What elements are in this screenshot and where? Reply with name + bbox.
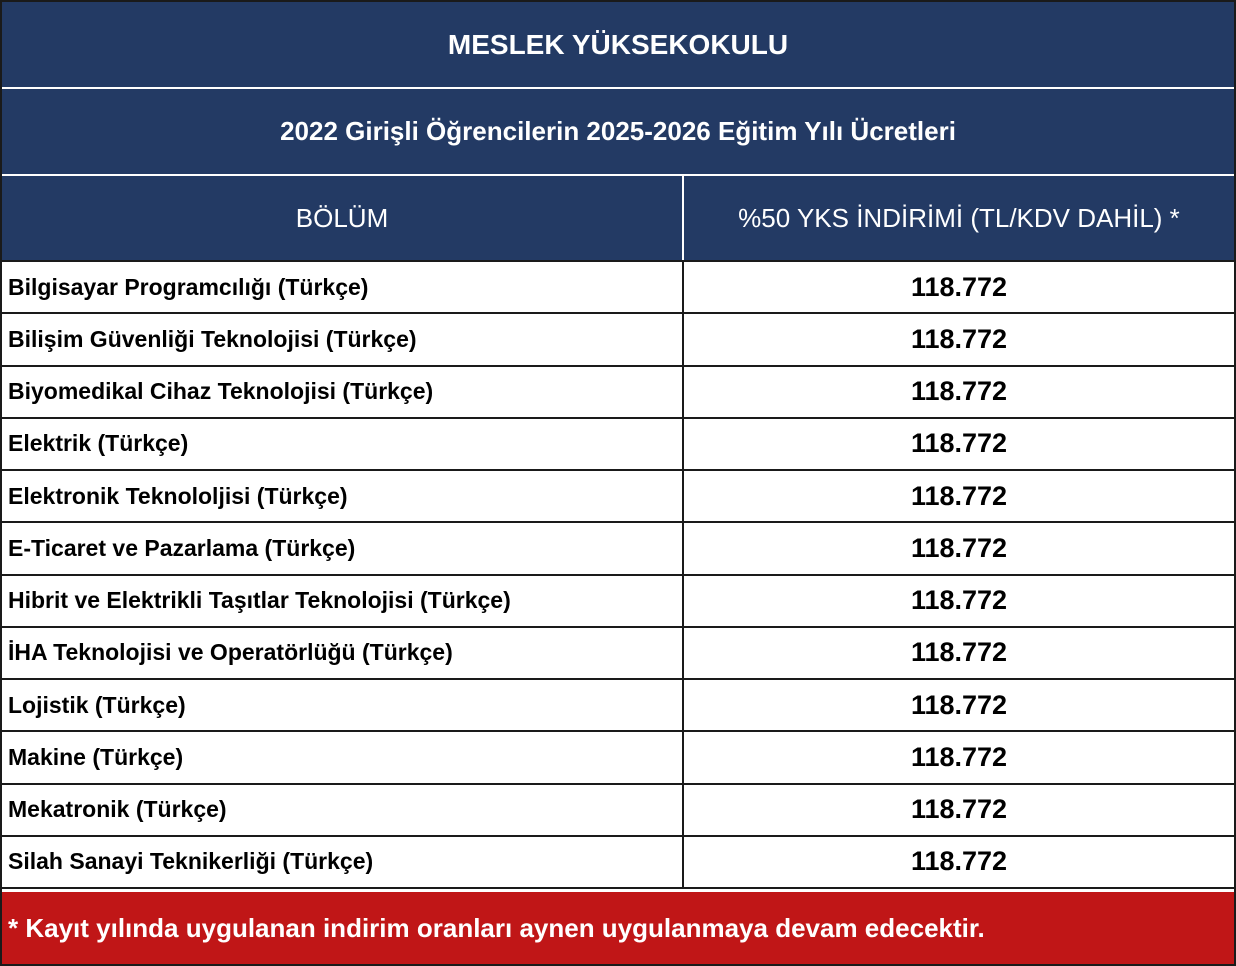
table-row <box>2 367 1234 419</box>
table-row <box>2 732 1234 784</box>
fee-value: 118.772 <box>910 271 1008 302</box>
department-name: Lojistik (Türkçe) <box>2 680 684 730</box>
fee-value: 118.772 <box>910 532 1008 563</box>
fee-value: 118.772 <box>910 480 1008 511</box>
department-name: İHA Teknolojisi ve Operatörlüğü (Türkçe) <box>2 628 684 678</box>
table-row <box>2 314 1234 366</box>
fee-value: 118.772 <box>910 637 1008 668</box>
table-row <box>2 837 1234 889</box>
fee-value: 118.772 <box>910 689 1008 720</box>
column-header-department: BÖLÜM <box>2 176 684 260</box>
fee-value: 118.772 <box>910 585 1008 616</box>
table-header-row <box>2 176 1234 262</box>
department-name: Bilişim Güvenliği Teknolojisi (Türkçe) <box>2 314 684 364</box>
page-title: MESLEK YÜKSEKOKULU <box>2 2 1234 89</box>
footnote: * Kayıt yılında uygulanan indirim oranları aynen uygulanmaya devam edecektir. <box>2 892 1234 964</box>
department-name: Elektrik (Türkçe) <box>2 419 684 469</box>
table-body <box>2 262 1234 889</box>
fee-value: 118.772 <box>910 428 1008 459</box>
table-row <box>2 471 1234 523</box>
department-name: Elektronik Teknololjisi (Türkçe) <box>2 471 684 521</box>
department-name: E-Ticaret ve Pazarlama (Türkçe) <box>2 523 684 573</box>
fee-value: 118.772 <box>910 323 1008 354</box>
page-subtitle: 2022 Girişli Öğrencilerin 2025-2026 Eğitim Yılı Ücretleri <box>2 89 1234 176</box>
department-name: Mekatronik (Türkçe) <box>2 785 684 835</box>
department-name: Biyomedikal Cihaz Teknolojisi (Türkçe) <box>2 367 684 417</box>
department-name: Makine (Türkçe) <box>2 732 684 782</box>
department-name: Silah Sanayi Teknikerliği (Türkçe) <box>2 837 684 887</box>
fee-value: 118.772 <box>910 376 1008 407</box>
table-row <box>2 628 1234 680</box>
table-row <box>2 785 1234 837</box>
column-header-fee: %50 YKS İNDİRİMİ (TL/KDV DAHİL) * <box>738 202 1180 233</box>
fee-value: 118.772 <box>910 794 1008 825</box>
table-row <box>2 680 1234 732</box>
table-row <box>2 576 1234 628</box>
department-name: Bilgisayar Programcılığı (Türkçe) <box>2 262 684 312</box>
fee-value: 118.772 <box>910 846 1008 877</box>
fee-value: 118.772 <box>910 741 1008 772</box>
table-row <box>2 419 1234 471</box>
department-name: Hibrit ve Elektrikli Taşıtlar Teknolojisi (Türkçe) <box>2 576 684 626</box>
table-row <box>2 262 1234 314</box>
table-row <box>2 523 1234 575</box>
